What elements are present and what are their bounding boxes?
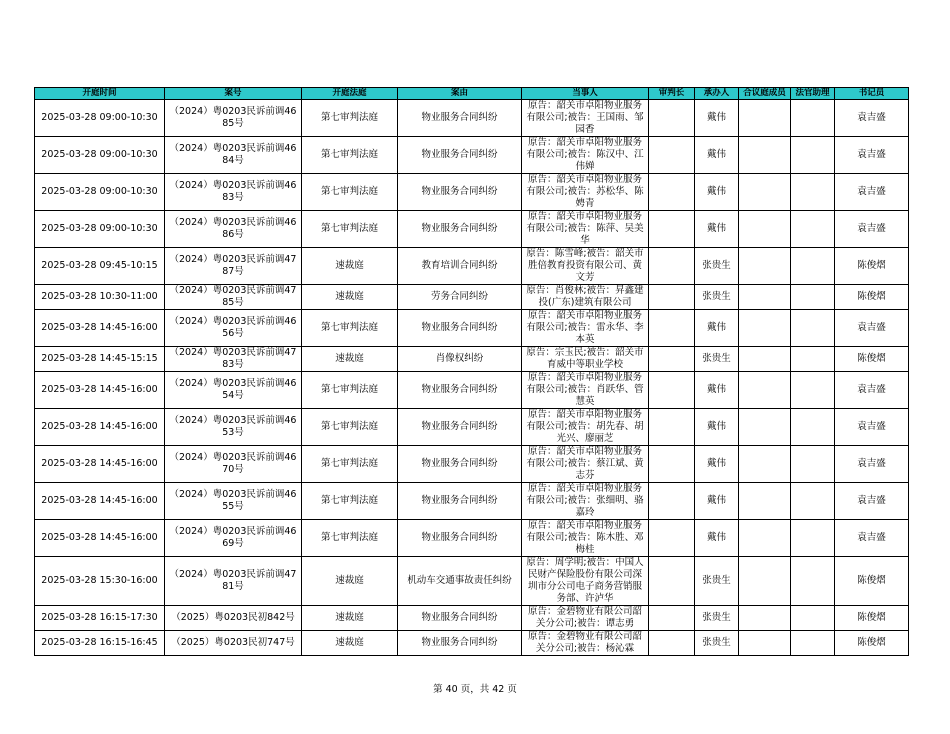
cell-chief bbox=[649, 100, 695, 137]
cell-party: 原告：金碧物业有限公司韶关分公司;被告：杨沁霖 bbox=[522, 631, 649, 656]
cell-court: 速裁庭 bbox=[302, 631, 398, 656]
table-header-row bbox=[35, 88, 909, 100]
cell-assistant bbox=[791, 409, 835, 446]
cell-clerk: 陈俊熠 bbox=[835, 557, 909, 606]
table-row bbox=[35, 409, 909, 446]
cell-panel bbox=[739, 347, 791, 372]
cell-cause: 物业服务合同纠纷 bbox=[398, 310, 522, 347]
hearing-schedule-table bbox=[34, 87, 909, 656]
cell-case: （2024）粤0203民诉前调4783号 bbox=[165, 347, 302, 372]
cell-assistant bbox=[791, 285, 835, 310]
cell-court: 第七审判法庭 bbox=[302, 100, 398, 137]
cell-court: 第七审判法庭 bbox=[302, 372, 398, 409]
cell-party: 原告：肖俊林;被告：昇鑫建投(广东)建筑有限公司 bbox=[522, 285, 649, 310]
cell-judge: 戴伟 bbox=[695, 211, 739, 248]
cell-case: （2024）粤0203民诉前调4654号 bbox=[165, 372, 302, 409]
cell-assistant bbox=[791, 174, 835, 211]
cell-judge: 戴伟 bbox=[695, 483, 739, 520]
table-row bbox=[35, 483, 909, 520]
cell-time: 2025-03-28 14:45-16:00 bbox=[35, 372, 165, 409]
cell-party: 原告：韶关市卓阳物业服务有限公司;被告：陈萍、吴美华 bbox=[522, 211, 649, 248]
cell-clerk: 袁吉盛 bbox=[835, 483, 909, 520]
table-row bbox=[35, 446, 909, 483]
col-header-panel: 合议庭成员 bbox=[739, 88, 791, 100]
col-header-chief-judge: 审判长 bbox=[649, 88, 695, 100]
cell-court: 速裁庭 bbox=[302, 606, 398, 631]
cell-time: 2025-03-28 16:15-17:30 bbox=[35, 606, 165, 631]
cell-party: 原告：韶关市卓阳物业服务有限公司;被告：蔡江斌、黄志芬 bbox=[522, 446, 649, 483]
cell-court: 速裁庭 bbox=[302, 248, 398, 285]
cell-time: 2025-03-28 09:00-10:30 bbox=[35, 100, 165, 137]
cell-cause: 物业服务合同纠纷 bbox=[398, 211, 522, 248]
cell-clerk: 陈俊熠 bbox=[835, 285, 909, 310]
cell-court: 第七审判法庭 bbox=[302, 446, 398, 483]
cell-court: 速裁庭 bbox=[302, 347, 398, 372]
cell-panel bbox=[739, 446, 791, 483]
col-header-judge: 承办人 bbox=[695, 88, 739, 100]
cell-cause: 劳务合同纠纷 bbox=[398, 285, 522, 310]
cell-party: 原告：金碧物业有限公司韶关分公司;被告：谭志勇 bbox=[522, 606, 649, 631]
cell-chief bbox=[649, 372, 695, 409]
cell-time: 2025-03-28 14:45-16:00 bbox=[35, 520, 165, 557]
cell-chief bbox=[649, 347, 695, 372]
cell-case: （2024）粤0203民诉前调4686号 bbox=[165, 211, 302, 248]
cell-party: 原告：韶关市卓阳物业服务有限公司;被告：胡先春、胡光兴、廖丽芝 bbox=[522, 409, 649, 446]
cell-panel bbox=[739, 606, 791, 631]
cell-court: 第七审判法庭 bbox=[302, 310, 398, 347]
cell-clerk: 袁吉盛 bbox=[835, 310, 909, 347]
cell-panel bbox=[739, 409, 791, 446]
cell-court: 第七审判法庭 bbox=[302, 174, 398, 211]
table-row bbox=[35, 606, 909, 631]
cell-cause: 物业服务合同纠纷 bbox=[398, 409, 522, 446]
cell-cause: 教育培训合同纠纷 bbox=[398, 248, 522, 285]
cell-time: 2025-03-28 16:15-16:45 bbox=[35, 631, 165, 656]
cell-assistant bbox=[791, 137, 835, 174]
cell-assistant bbox=[791, 483, 835, 520]
cell-assistant bbox=[791, 606, 835, 631]
table-row bbox=[35, 347, 909, 372]
cell-panel bbox=[739, 100, 791, 137]
cell-assistant bbox=[791, 310, 835, 347]
cell-party: 原告：韶关市卓阳物业服务有限公司;被告：肖跃华、管慧英 bbox=[522, 372, 649, 409]
cell-judge: 戴伟 bbox=[695, 174, 739, 211]
col-header-assistant: 法官助理 bbox=[791, 88, 835, 100]
cell-clerk: 陈俊熠 bbox=[835, 631, 909, 656]
cell-cause: 物业服务合同纠纷 bbox=[398, 100, 522, 137]
page-number-footer: 第 40 页，共 42 页 bbox=[433, 684, 517, 695]
cell-chief bbox=[649, 606, 695, 631]
cell-panel bbox=[739, 285, 791, 310]
cell-clerk: 袁吉盛 bbox=[835, 211, 909, 248]
cell-cause: 机动车交通事故责任纠纷 bbox=[398, 557, 522, 606]
cell-case: （2024）粤0203民诉前调4685号 bbox=[165, 100, 302, 137]
cell-assistant bbox=[791, 446, 835, 483]
cell-judge: 戴伟 bbox=[695, 310, 739, 347]
cell-chief bbox=[649, 520, 695, 557]
cell-party: 原告：宗玉民;被告：韶关市育威中等职业学校 bbox=[522, 347, 649, 372]
cell-chief bbox=[649, 137, 695, 174]
cell-judge: 戴伟 bbox=[695, 372, 739, 409]
cell-party: 原告：韶关市卓阳物业服务有限公司;被告：陈汉中、江伟婵 bbox=[522, 137, 649, 174]
table-row bbox=[35, 100, 909, 137]
col-header-time: 开庭时间 bbox=[35, 88, 165, 100]
cell-clerk: 袁吉盛 bbox=[835, 409, 909, 446]
cell-case: （2024）粤0203民诉前调4655号 bbox=[165, 483, 302, 520]
cell-party: 原告：韶关市卓阳物业服务有限公司;被告：苏松华、陈娉青 bbox=[522, 174, 649, 211]
cell-time: 2025-03-28 14:45-15:15 bbox=[35, 347, 165, 372]
cell-assistant bbox=[791, 211, 835, 248]
cell-clerk: 袁吉盛 bbox=[835, 100, 909, 137]
cell-party: 原告：韶关市卓阳物业服务有限公司;被告：王国雨、邹园香 bbox=[522, 100, 649, 137]
cell-panel bbox=[739, 372, 791, 409]
cell-clerk: 袁吉盛 bbox=[835, 174, 909, 211]
cell-case: （2025）粤0203民初842号 bbox=[165, 606, 302, 631]
cell-panel bbox=[739, 631, 791, 656]
cell-cause: 物业服务合同纠纷 bbox=[398, 372, 522, 409]
col-header-clerk: 书记员 bbox=[835, 88, 909, 100]
cell-time: 2025-03-28 09:00-10:30 bbox=[35, 174, 165, 211]
cell-clerk: 陈俊熠 bbox=[835, 248, 909, 285]
cell-case: （2024）粤0203民诉前调4656号 bbox=[165, 310, 302, 347]
cell-case: （2024）粤0203民诉前调4669号 bbox=[165, 520, 302, 557]
table-row bbox=[35, 631, 909, 656]
table-row bbox=[35, 248, 909, 285]
cell-assistant bbox=[791, 372, 835, 409]
cell-panel bbox=[739, 557, 791, 606]
cell-assistant bbox=[791, 631, 835, 656]
cell-cause: 物业服务合同纠纷 bbox=[398, 606, 522, 631]
table-row bbox=[35, 557, 909, 606]
cell-case: （2024）粤0203民诉前调4684号 bbox=[165, 137, 302, 174]
cell-time: 2025-03-28 14:45-16:00 bbox=[35, 310, 165, 347]
cell-judge: 张贵生 bbox=[695, 285, 739, 310]
cell-chief bbox=[649, 211, 695, 248]
cell-court: 第七审判法庭 bbox=[302, 483, 398, 520]
cell-cause: 物业服务合同纠纷 bbox=[398, 174, 522, 211]
cell-judge: 戴伟 bbox=[695, 520, 739, 557]
cell-party: 原告：韶关市卓阳物业服务有限公司;被告：雷永华、李本英 bbox=[522, 310, 649, 347]
cell-judge: 张贵生 bbox=[695, 557, 739, 606]
cell-clerk: 陈俊熠 bbox=[835, 347, 909, 372]
cell-case: （2024）粤0203民诉前调4683号 bbox=[165, 174, 302, 211]
cell-time: 2025-03-28 10:30-11:00 bbox=[35, 285, 165, 310]
col-header-case-number: 案号 bbox=[165, 88, 302, 100]
cell-panel bbox=[739, 310, 791, 347]
cell-panel bbox=[739, 211, 791, 248]
cell-case: （2024）粤0203民诉前调4653号 bbox=[165, 409, 302, 446]
cell-time: 2025-03-28 14:45-16:00 bbox=[35, 483, 165, 520]
cell-party: 原告：韶关市卓阳物业服务有限公司;被告：陈木胜、邓梅桂 bbox=[522, 520, 649, 557]
cell-time: 2025-03-28 15:30-16:00 bbox=[35, 557, 165, 606]
table-row bbox=[35, 137, 909, 174]
cell-time: 2025-03-28 09:00-10:30 bbox=[35, 137, 165, 174]
cell-clerk: 袁吉盛 bbox=[835, 137, 909, 174]
cell-case: （2024）粤0203民诉前调4670号 bbox=[165, 446, 302, 483]
table-row bbox=[35, 285, 909, 310]
cell-judge: 张贵生 bbox=[695, 347, 739, 372]
col-header-parties: 当事人 bbox=[522, 88, 649, 100]
cell-judge: 张贵生 bbox=[695, 248, 739, 285]
cell-court: 第七审判法庭 bbox=[302, 409, 398, 446]
cell-clerk: 袁吉盛 bbox=[835, 372, 909, 409]
cell-chief bbox=[649, 483, 695, 520]
cell-chief bbox=[649, 174, 695, 211]
cell-assistant bbox=[791, 557, 835, 606]
cell-cause: 物业服务合同纠纷 bbox=[398, 446, 522, 483]
cell-time: 2025-03-28 14:45-16:00 bbox=[35, 446, 165, 483]
cell-chief bbox=[649, 285, 695, 310]
cell-cause: 物业服务合同纠纷 bbox=[398, 520, 522, 557]
cell-chief bbox=[649, 409, 695, 446]
table-row bbox=[35, 520, 909, 557]
cell-cause: 物业服务合同纠纷 bbox=[398, 631, 522, 656]
cell-cause: 肖像权纠纷 bbox=[398, 347, 522, 372]
cell-chief bbox=[649, 446, 695, 483]
cell-clerk: 陈俊熠 bbox=[835, 606, 909, 631]
table-row bbox=[35, 174, 909, 211]
cell-chief bbox=[649, 310, 695, 347]
cell-clerk: 袁吉盛 bbox=[835, 446, 909, 483]
col-header-court: 开庭法庭 bbox=[302, 88, 398, 100]
cell-judge: 张贵生 bbox=[695, 631, 739, 656]
cell-judge: 戴伟 bbox=[695, 446, 739, 483]
table-row bbox=[35, 372, 909, 409]
cell-assistant bbox=[791, 520, 835, 557]
cell-cause: 物业服务合同纠纷 bbox=[398, 483, 522, 520]
cell-case: （2024）粤0203民诉前调4781号 bbox=[165, 557, 302, 606]
cell-assistant bbox=[791, 100, 835, 137]
cell-time: 2025-03-28 14:45-16:00 bbox=[35, 409, 165, 446]
cell-party: 原告：陈雪峰;被告：韶关市胜倍教育投资有限公司、黄文芳 bbox=[522, 248, 649, 285]
cell-judge: 戴伟 bbox=[695, 137, 739, 174]
cell-court: 速裁庭 bbox=[302, 557, 398, 606]
cell-chief bbox=[649, 248, 695, 285]
cell-judge: 戴伟 bbox=[695, 409, 739, 446]
cell-assistant bbox=[791, 248, 835, 285]
cell-court: 第七审判法庭 bbox=[302, 520, 398, 557]
cell-clerk: 袁吉盛 bbox=[835, 520, 909, 557]
cell-cause: 物业服务合同纠纷 bbox=[398, 137, 522, 174]
cell-case: （2024）粤0203民诉前调4785号 bbox=[165, 285, 302, 310]
col-header-cause: 案由 bbox=[398, 88, 522, 100]
cell-assistant bbox=[791, 347, 835, 372]
cell-court: 第七审判法庭 bbox=[302, 211, 398, 248]
cell-time: 2025-03-28 09:45-10:15 bbox=[35, 248, 165, 285]
table-row bbox=[35, 310, 909, 347]
cell-party: 原告：周学明;被告：中国人民财产保险股份有限公司深圳市分公司电子商务营销服务部、许泸华 bbox=[522, 557, 649, 606]
cell-judge: 戴伟 bbox=[695, 100, 739, 137]
cell-time: 2025-03-28 09:00-10:30 bbox=[35, 211, 165, 248]
cell-party: 原告：韶关市卓阳物业服务有限公司;被告：张细明、骆嘉玲 bbox=[522, 483, 649, 520]
cell-panel bbox=[739, 248, 791, 285]
cell-case: （2024）粤0203民诉前调4787号 bbox=[165, 248, 302, 285]
cell-court: 速裁庭 bbox=[302, 285, 398, 310]
cell-panel bbox=[739, 520, 791, 557]
cell-panel bbox=[739, 483, 791, 520]
table-row bbox=[35, 211, 909, 248]
cell-chief bbox=[649, 631, 695, 656]
cell-judge: 张贵生 bbox=[695, 606, 739, 631]
cell-chief bbox=[649, 557, 695, 606]
cell-panel bbox=[739, 174, 791, 211]
cell-court: 第七审判法庭 bbox=[302, 137, 398, 174]
cell-panel bbox=[739, 137, 791, 174]
cell-case: （2025）粤0203民初747号 bbox=[165, 631, 302, 656]
